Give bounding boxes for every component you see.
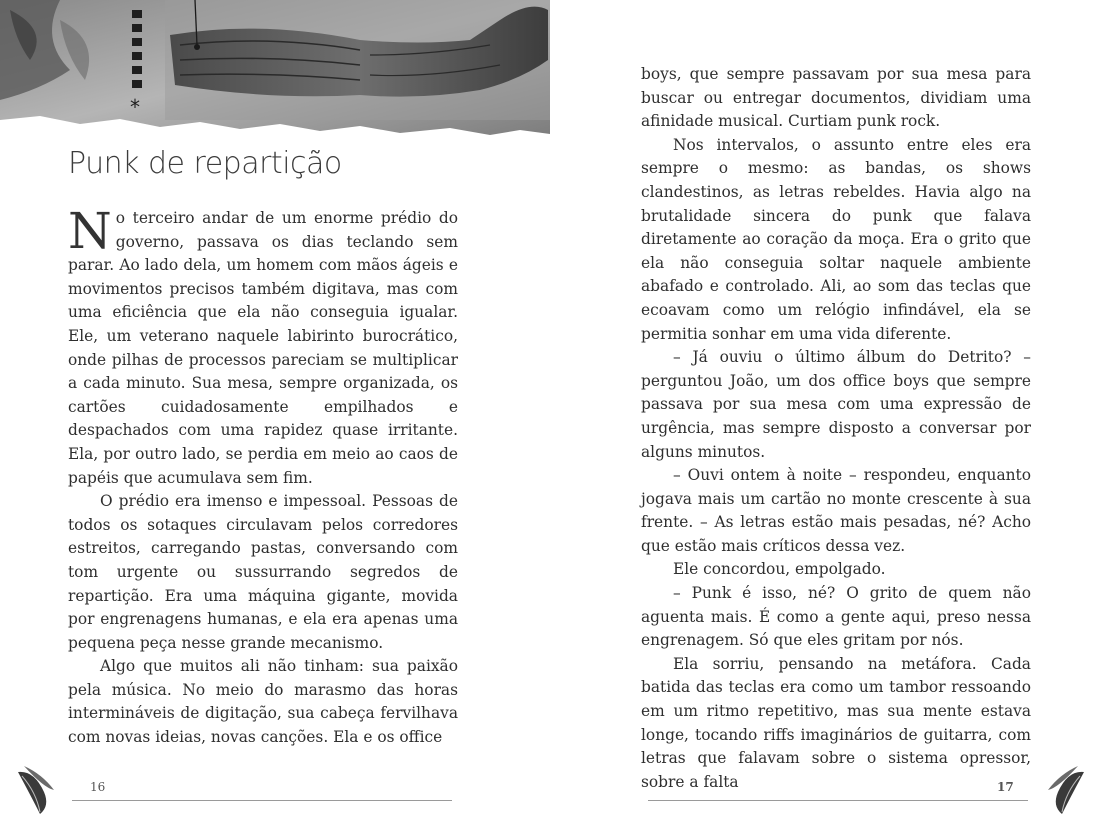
paragraph: – Punk é isso, né? O grito de quem não aguenta mais. É como a gente aqui, preso nessa engrenagem. Só que eles gritam por nós. xyxy=(641,584,1031,650)
page-number: 17 xyxy=(997,780,1014,794)
footer-rule xyxy=(72,800,452,801)
anatomical-leg-illustration xyxy=(0,0,550,140)
leaf-ornament-icon xyxy=(1040,762,1088,816)
left-page-text xyxy=(68,202,458,750)
chapter-title: Punk de repartição xyxy=(68,146,342,181)
right-page xyxy=(550,0,1100,825)
paragraph: Nos intervalos, o assunto entre eles era sempre o mesmo: as bandas, os shows clandestinos, as letras rebeldes. Havia algo na brutalidade sincera do punk que falava diretamente ao coração da moça. Era o grito que ela não conseguia soltar naquele ambiente abafado e controlado. Ali, ao som das teclas que ecoavam como um relógio infindável, ela se permitia sonhar em uma vida diferente. xyxy=(641,135,1031,343)
paragraph: No terceiro andar de um enorme prédio do governo, passava os dias teclando sem parar. Ao lado dela, um homem com mãos ágeis e movimentos precisos também digitava, mas com uma eficiência que ela não conseguia igualar. Ele, um veterano naquele labirinto burocrático, onde pilhas de processos pareciam se multiplicar a cada minuto. Sua mesa, sempre organizada, os cartões cuidadosamente empilhados e despachados com uma rapidez quase irritante. Ela, por outro lado, se perdia em meio ao caos de papéis que acumulava sem fim. xyxy=(68,202,458,487)
paragraph: Algo que muitos ali não tinham: sua paixão pela música. No meio do marasmo das horas intermináveis de digitação, sua cabeça fervilhava com novas ideias, novas canções. Ela e os office xyxy=(68,657,458,747)
paragraph: – Ouvi ontem à noite – respondeu, enquanto jogava mais um cartão no monte crescente à sua frente. – As letras estão mais pesadas, né? Acho que estão mais críticos dessa vez. xyxy=(641,466,1031,555)
right-page-text xyxy=(641,63,1031,794)
leaf-ornament-icon xyxy=(14,762,62,816)
paragraph: O prédio era imenso e impessoal. Pessoas de todos os sotaques circulavam pelos corredores estreitos, carregando pastas, conversando com tom urgente ou sussurrando segredos de repartição. Era uma máquina gigante, movida por engrenagens humanas, e ela era apenas uma pequena peça nesse grande mecanismo. xyxy=(68,492,458,652)
paragraph: – Já ouviu o último álbum do Detrito? – perguntou João, um dos office boys que sempre passava por sua mesa com uma expressão de urgência, mas sempre disposto a conversar por alguns minutos. xyxy=(641,348,1031,461)
page-number: 16 xyxy=(90,780,106,794)
paragraph: boys, que sempre passavam por sua mesa para buscar ou entregar documentos, dividiam uma afinidade musical. Curtiam punk rock. xyxy=(641,65,1031,131)
svg-text:*: * xyxy=(130,95,140,119)
paragraph: Ele concordou, empolgado. xyxy=(673,560,886,579)
paragraph: Ela sorriu, pensando na metáfora. Cada batida das teclas era como um tambor ressoando em um ritmo repetitivo, mas sua mente estava longe, tocando riffs imaginários de guitarra, com letras que falavam sobre o sistema opressor, sobre a falta xyxy=(641,654,1031,791)
drop-cap: N xyxy=(68,202,112,260)
header-illustration xyxy=(0,0,550,140)
footer-rule xyxy=(648,800,1028,801)
